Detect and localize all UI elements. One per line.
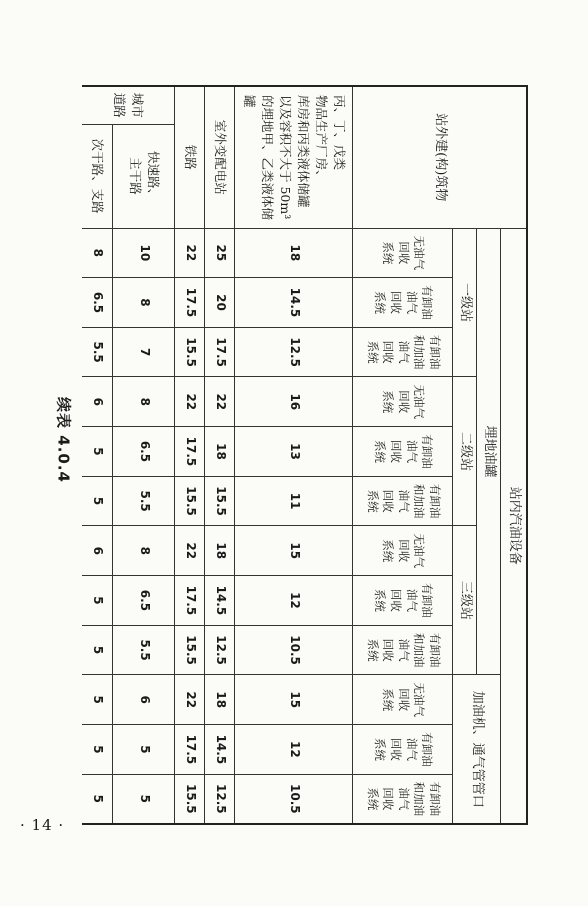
distance-value-cell: 18: [205, 526, 235, 576]
distance-value-cell: 6: [113, 675, 175, 725]
system-type-header: 有卸油 和加油 油气 回收 系统: [353, 327, 453, 377]
distance-value-cell: 5: [82, 576, 113, 626]
corner-header: 站外建(构)筑物: [353, 86, 527, 228]
distance-value-cell: 15: [235, 675, 353, 725]
distance-value-cell: 14.5: [235, 278, 353, 328]
distance-value-cell: 6: [82, 377, 113, 427]
distance-value-cell: 15.5: [175, 327, 205, 377]
row-label-secondary-road: 次干路、支路: [82, 124, 113, 228]
distance-value-cell: 15.5: [175, 774, 205, 824]
distance-value-cell: 15.5: [175, 476, 205, 526]
distance-value-cell: 22: [175, 377, 205, 427]
distance-value-cell: 5.5: [113, 625, 175, 675]
distance-value-cell: 14.5: [205, 725, 235, 775]
distance-value-cell: 15.5: [175, 625, 205, 675]
distance-value-cell: 5.5: [82, 327, 113, 377]
distance-value-cell: 12.5: [205, 625, 235, 675]
table-row: [235, 86, 353, 824]
distance-value-cell: 5: [82, 725, 113, 775]
distance-value-cell: 25: [205, 228, 235, 278]
grade-3-header: 三级站: [453, 526, 477, 675]
row-label-railway: 铁路: [175, 86, 205, 228]
distance-value-cell: 17.5: [175, 427, 205, 477]
distance-value-cell: 5: [113, 725, 175, 775]
distance-value-cell: 22: [175, 526, 205, 576]
distance-value-cell: 17.5: [205, 327, 235, 377]
system-type-header: 有卸油 和加油 油气 回收 系统: [353, 476, 453, 526]
distance-value-cell: 17.5: [175, 278, 205, 328]
distance-value-cell: 10.5: [235, 774, 353, 824]
system-type-header: 无油气 回收 系统: [353, 526, 453, 576]
row-label-substation: 室外变配电站: [205, 86, 235, 228]
distance-value-cell: 5.5: [113, 476, 175, 526]
table-row: [113, 86, 175, 824]
distance-value-cell: 12: [235, 576, 353, 626]
system-type-header: 有卸油 油气 回收 系统: [353, 278, 453, 328]
dispenser-header: 加油机、通气管管口: [453, 675, 501, 824]
distance-value-cell: 6: [82, 526, 113, 576]
system-type-header: 有卸油 油气 回收 系统: [353, 725, 453, 775]
system-type-header: 有卸油 和加油 油气 回收 系统: [353, 774, 453, 824]
distance-value-cell: 10.5: [235, 625, 353, 675]
distance-value-cell: 12.5: [235, 327, 353, 377]
distance-value-cell: 18: [205, 675, 235, 725]
row-label-expressway: 快速路、 主干路: [113, 124, 175, 228]
system-type-header: 有卸油 和加油 油气 回收 系统: [353, 625, 453, 675]
table-title: 续表 4.0.4: [54, 397, 73, 483]
distance-value-cell: 6.5: [113, 427, 175, 477]
distance-value-cell: 22: [205, 377, 235, 427]
row-label-factory: 丙、丁、戊类 物品生产厂房、 库房和丙类液体储罐 以及容积不大于 50m³ 的埋地甲、乙类液体储罐: [235, 86, 353, 228]
distance-value-cell: 8: [113, 278, 175, 328]
system-type-header: 无油气 回收 系统: [353, 377, 453, 427]
grade-2-header: 二级站: [453, 377, 477, 526]
distance-table: [82, 85, 528, 825]
distance-value-cell: 10: [113, 228, 175, 278]
system-type-header: 无油气 回收 系统: [353, 675, 453, 725]
distance-value-cell: 8: [113, 526, 175, 576]
distance-value-cell: 5: [82, 625, 113, 675]
system-type-header: 无油气 回收 系统: [353, 228, 453, 278]
grade-1-header: 一级站: [453, 228, 477, 377]
distance-value-cell: 16: [235, 377, 353, 427]
table-row: [82, 86, 113, 824]
distance-value-cell: 15.5: [205, 476, 235, 526]
row-group-city-road: 城市 道路: [82, 86, 175, 124]
page-number: · 14 ·: [20, 816, 65, 834]
system-type-header: 有卸油 油气 回收 系统: [353, 576, 453, 626]
distance-value-cell: 15: [235, 526, 353, 576]
system-type-header: 有卸油 油气 回收 系统: [353, 427, 453, 477]
distance-value-cell: 17.5: [175, 725, 205, 775]
distance-value-cell: 5: [82, 427, 113, 477]
distance-value-cell: 12.5: [205, 774, 235, 824]
distance-value-cell: 18: [205, 427, 235, 477]
table-row: [205, 86, 235, 824]
distance-value-cell: 8: [82, 228, 113, 278]
distance-value-cell: 5: [82, 476, 113, 526]
distance-value-cell: 17.5: [175, 576, 205, 626]
distance-value-cell: 12: [235, 725, 353, 775]
distance-value-cell: 22: [175, 675, 205, 725]
table-rotated-container: [82, 85, 528, 825]
distance-value-cell: 11: [235, 476, 353, 526]
distance-value-cell: 14.5: [205, 576, 235, 626]
distance-value-cell: 5: [82, 774, 113, 824]
distance-value-cell: 7: [113, 327, 175, 377]
distance-value-cell: 20: [205, 278, 235, 328]
tank-header: 埋地油罐: [477, 228, 501, 675]
distance-value-cell: 5: [113, 774, 175, 824]
distance-value-cell: 18: [235, 228, 353, 278]
table-title-wrap: [44, 390, 84, 490]
distance-value-cell: 13: [235, 427, 353, 477]
distance-value-cell: 6.5: [113, 576, 175, 626]
distance-value-cell: 22: [175, 228, 205, 278]
distance-value-cell: 6.5: [82, 278, 113, 328]
distance-value-cell: 5: [82, 675, 113, 725]
top-header: 站内汽油设备: [501, 228, 527, 824]
table-rotor: [82, 85, 528, 825]
distance-value-cell: 8: [113, 377, 175, 427]
table-row: [175, 86, 205, 824]
